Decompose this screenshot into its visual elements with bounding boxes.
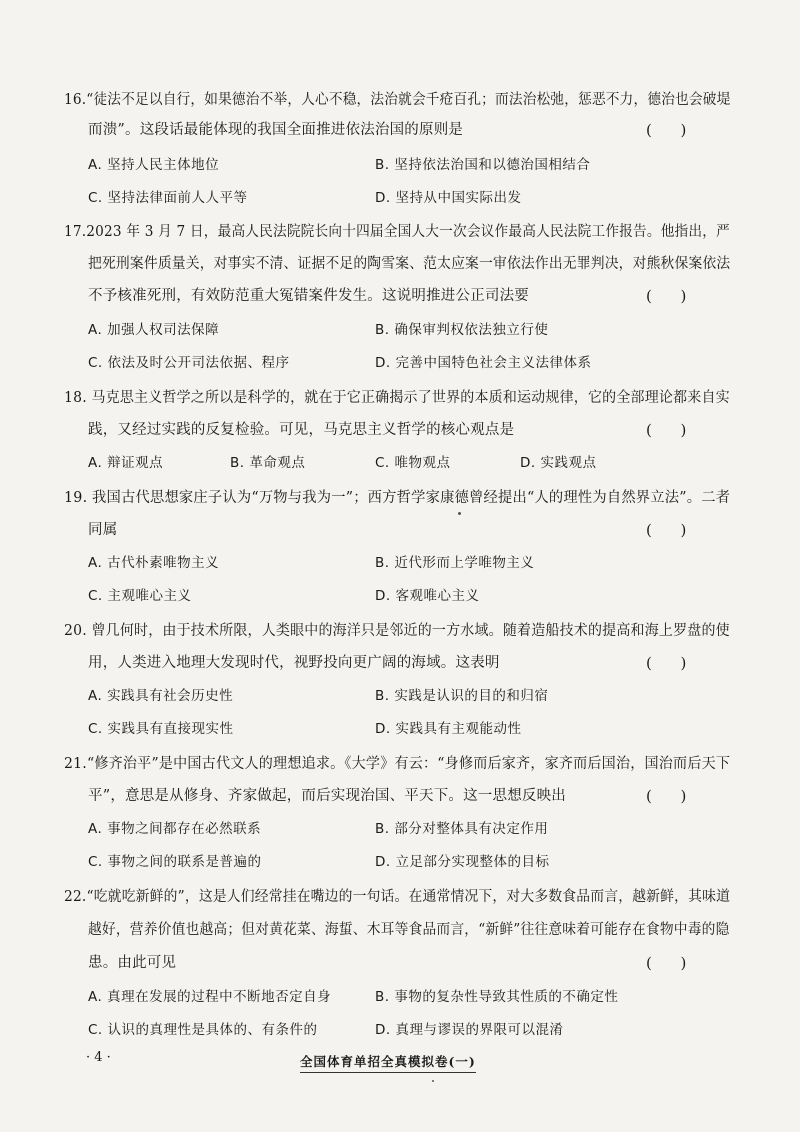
answer-bracket: ( ) <box>646 521 687 539</box>
option-a: A. 实践具有社会历史性 <box>88 688 234 704</box>
question-stem-line: 用，人类进入地理大发现时代，视野投向更广阔的海域。这表明 <box>88 655 500 671</box>
option-c: C. 实践具有直接现实性 <box>88 721 234 737</box>
question-stem-line: 平”，意思是从修身、齐家做起，而后实现治国、平天下。这一思想反映出 <box>88 788 567 804</box>
option-d: D. 真理与谬误的界限可以混淆 <box>375 1022 564 1038</box>
option-c: C. 唯物观点 <box>375 455 451 471</box>
option-d: D. 客观唯心主义 <box>375 588 480 604</box>
option-d: D. 实践观点 <box>520 455 597 471</box>
answer-bracket: ( ) <box>646 787 687 805</box>
answer-bracket: ( ) <box>646 287 687 305</box>
option-d: D. 立足部分实现整体的目标 <box>375 854 550 870</box>
option-c: C. 坚持法律面前人人平等 <box>88 190 248 206</box>
question-stem-line: 而溃”。这段话最能体现的我国全面推进依法治国的原则是 <box>88 122 464 138</box>
option-a: A. 事物之间都存在必然联系 <box>88 821 262 837</box>
option-a: A. 古代朴素唯物主义 <box>88 555 220 571</box>
question-stem-line: 越好，营养价值也越高；但对黄花菜、海蜇、木耳等食品而言，“新鲜”往往意味着可能存在食物中毒的隐 <box>88 922 730 938</box>
question-stem-line: 不予核准死刑，有效防范重大冤错案件发生。这说明推进公正司法要 <box>88 288 529 304</box>
question-stem-line: 同属 <box>88 522 118 538</box>
option-a: A. 坚持人民主体地位 <box>88 157 220 173</box>
question-stem-line: 践，又经过实践的反复检验。可见，马克思主义哲学的核心观点是 <box>88 422 515 438</box>
option-c: C. 主观唯心主义 <box>88 588 192 604</box>
page-number: · 4 · <box>86 1050 111 1065</box>
question-stem-line: 16.“徒法不足以自行，如果德治不举，人心不稳，法治就会千疮百孔；而法治松弛，惩恶不力，德治也会破堤 <box>64 92 731 108</box>
option-b: B. 事物的复杂性导致其性质的不确定性 <box>375 989 619 1005</box>
option-a: A. 真理在发展的过程中不断地否定自身 <box>88 989 332 1005</box>
option-a: A. 加强人权司法保障 <box>88 322 220 338</box>
question-stem-line: 患。由此可见 <box>88 955 177 971</box>
option-b: B. 坚持依法治国和以德治国相结合 <box>375 157 591 173</box>
question-stem-line: 把死刑案件质量关，对事实不清、证据不足的陶雪案、范太应案一审依法作出无罪判决，对熊秋保案依法 <box>88 256 731 272</box>
question-stem-line: 20. 曾几何时，由于技术所限，人类眼中的海洋只是邻近的一方水域。随着造船技术的提高和海上罗盘的使 <box>64 623 730 639</box>
question-stem-line: 19. 我国古代思想家庄子认为“万物与我为一”；西方哲学家康德曾经提出“人的理性为自然界立法”。二者 <box>64 490 731 506</box>
question-stem-line: 22.“吃就吃新鲜的”，这是人们经常挂在嘴边的一句话。在通常情况下，对大多数食品而言，越新鲜，其味道 <box>64 889 731 905</box>
answer-bracket: ( ) <box>646 121 687 139</box>
scan-speck <box>458 512 461 515</box>
scan-speck <box>432 1080 434 1082</box>
footer-title: 全国体育单招全真模拟卷(一) <box>300 1052 476 1073</box>
option-b: B. 确保审判权依法独立行使 <box>375 322 549 338</box>
option-b: B. 实践是认识的目的和归宿 <box>375 688 549 704</box>
answer-bracket: ( ) <box>646 421 687 439</box>
option-c: C. 认识的真理性是具体的、有条件的 <box>88 1022 318 1038</box>
option-d: D. 完善中国特色社会主义法律体系 <box>375 355 592 371</box>
option-b: B. 革命观点 <box>230 455 306 471</box>
option-b: B. 近代形而上学唯物主义 <box>375 555 535 571</box>
option-d: D. 坚持从中国实际出发 <box>375 190 522 206</box>
question-stem-line: 18. 马克思主义哲学之所以是科学的，就在于它正确揭示了世界的本质和运动规律，它的全部理论都来自实 <box>64 390 730 406</box>
answer-bracket: ( ) <box>646 654 687 672</box>
option-a: A. 辩证观点 <box>88 455 164 471</box>
option-b: B. 部分对整体具有决定作用 <box>375 821 549 837</box>
option-c: C. 依法及时公开司法依据、程序 <box>88 355 290 371</box>
answer-bracket: ( ) <box>646 954 687 972</box>
question-stem-line: 21.“修齐治平”是中国古代文人的理想追求。《大学》有云：“身修而后家齐，家齐而后国治，国治而后天下 <box>64 756 731 772</box>
option-d: D. 实践具有主观能动性 <box>375 721 522 737</box>
option-c: C. 事物之间的联系是普遍的 <box>88 854 262 870</box>
question-stem-line: 17.2023 年 3 月 7 日，最高人民法院院长向十四届全国人大一次会议作最高人民法院工作报告。他指出，严 <box>64 224 730 240</box>
